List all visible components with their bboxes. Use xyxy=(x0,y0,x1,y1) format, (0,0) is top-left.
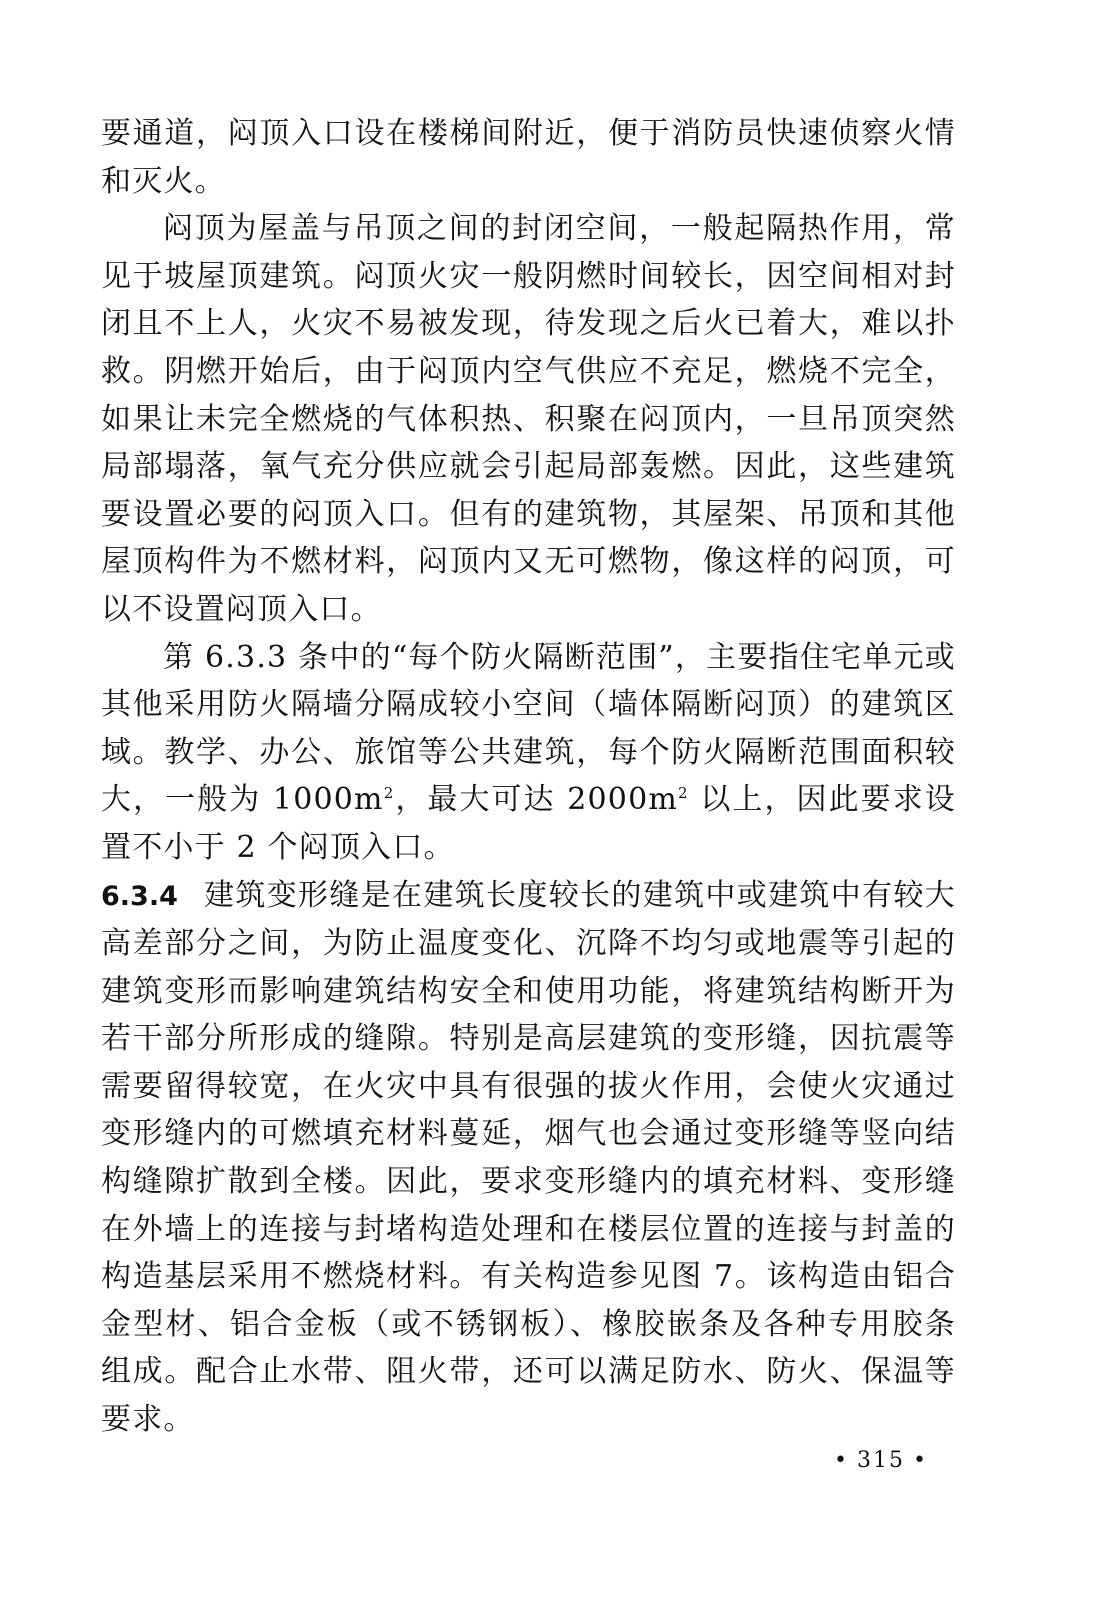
clause-number: 6.3.4 xyxy=(101,880,178,912)
paragraph-fire-compartment-text-1: 第 6.3.3 条中的“每个防火隔断范围”，主要指住宅单元或其他采用防火隔墙分隔成较小空间（墙体隔断闷顶）的建筑区域。教学、办公、旅馆等公共建筑，每个防火隔断范围面积较大，一般为 1000m xyxy=(101,639,956,818)
paragraph-clause-6-3-4 xyxy=(101,872,956,1444)
superscript-2: 2 xyxy=(383,784,395,803)
page-number-dot-left: • xyxy=(834,1448,850,1473)
paragraph-fire-compartment-text-3: 以上，因此要求设置不小于 2 个闷顶入口。 xyxy=(101,782,956,865)
paragraph-continuation: 要通道，闷顶入口设在楼梯间附近，便于消防员快速侦察火情和灭火。 xyxy=(101,116,956,199)
paragraph-fire-compartment xyxy=(101,634,956,872)
page-number-dot-right: • xyxy=(913,1448,928,1473)
superscript-2: 2 xyxy=(678,784,689,803)
page-number-value: 315 xyxy=(857,1448,906,1473)
page-number xyxy=(826,1448,936,1473)
body-text xyxy=(101,110,956,1444)
paragraph-fire-compartment-text-2: ，最大可达 2000m xyxy=(394,782,679,818)
paragraph-attic-fire: 闷顶为屋盖与吊顶之间的封闭空间，一般起隔热作用，常见于坡屋顶建筑。闷顶火灾一般阴燃时间较长，因空间相对封闭且不上人，火灾不易被发现，待发现之后火已着大，难以扑救。阴燃开始后，由于闷顶内空气供应不充足，燃烧不完全，如果让未完全燃烧的气体积热、积聚在闷顶内，一旦吊顶突然局部塌落，氧气充分供应就会引起局部轰燃。因此，这些建筑要设置必要的闷顶入口。但有的建筑物，其屋架、吊顶和其他屋顶构件为不燃材料，闷顶内又无可燃物，像这样的闷顶，可以不设置闷顶入口。 xyxy=(101,211,956,627)
clause-text: 建筑变形缝是在建筑长度较长的建筑中或建筑中有较大高差部分之间，为防止温度变化、沉降不均匀或地震等引起的建筑变形而影响建筑结构安全和使用功能，将建筑结构断开为若干部分所形成的缝隙。特别是高层建筑的变形缝，因抗震等需要留得较宽，在火灾中具有很强的拔火作用，会使火灾通过变形缝内的可燃填充材料蔓延，烟气也会通过变形缝等竖向结构缝隙扩散到全楼。因此，要求变形缝内的填充材料、变形缝在外墙上的连接与封堵构造处理和在楼层位置的连接与封盖的构造基层采用不燃烧材料。有关构造参见图 7。该构造由铝合金型材、铝合金板（或不锈钢板）、橡胶嵌条及各种专用胶条组成。配合止水带、阻火带，还可以满足防水、防火、保温等要求。 xyxy=(101,877,956,1438)
